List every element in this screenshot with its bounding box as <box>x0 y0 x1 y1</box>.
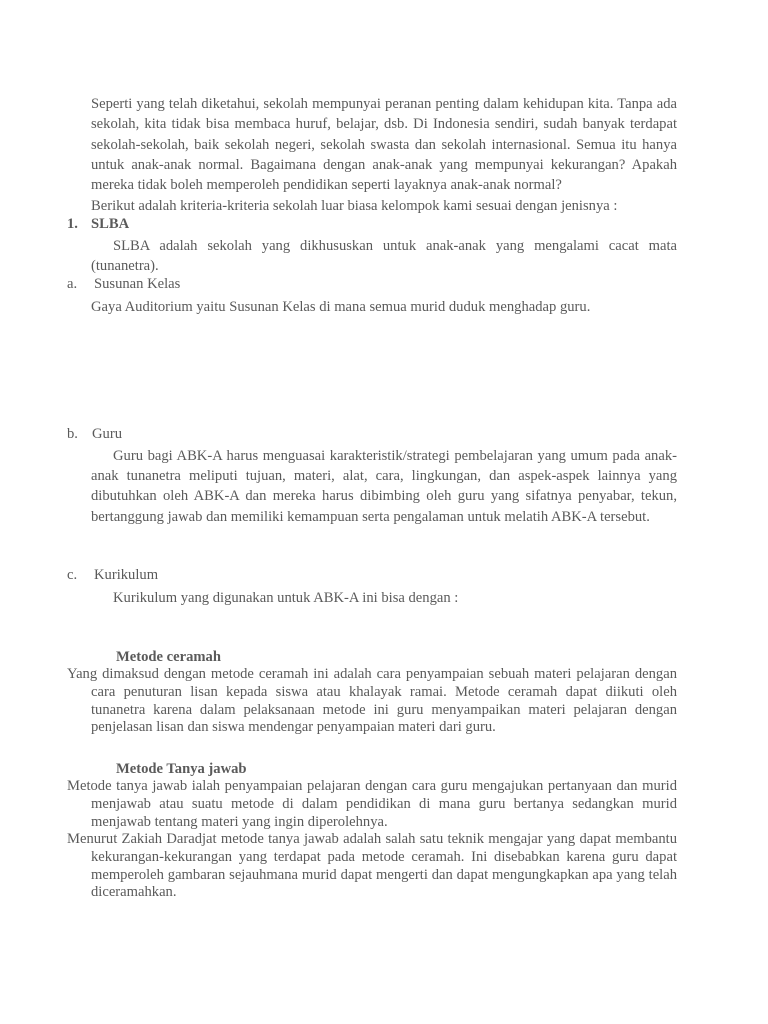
sub-a-title: Susunan Kelas <box>94 276 181 292</box>
section-1-text: SLBA adalah sekolah yang dikhususkan untuk anak-anak yang mengalami cacat mata (tunanetra). <box>91 238 677 274</box>
section-1-number: 1. <box>67 216 78 232</box>
metode-ceramah-title: Metode ceramah <box>116 649 221 665</box>
metode-tanya-jawab-text-2: Menurut Zakiah Daradjat metode tanya jawab adalah salah satu teknik mengajar yang dapat membantu kekurangan-kekurangan yang terdapat pada metode ceramah. Ini disebabkan karena guru dapat memperoleh gambaran sejauhmana murid dapat mengerti dan dapat mengungkapkan apa yang telah diceramahkan. <box>67 831 677 901</box>
sub-c-title: Kurikulum <box>94 567 159 583</box>
metode-tanya-jawab-title: Metode Tanya jawab <box>116 761 247 777</box>
sub-c-marker: c. <box>67 567 78 583</box>
sub-a-text: Gaya Auditorium yaitu Susunan Kelas di mana semua murid duduk menghadap guru. <box>91 299 591 315</box>
metode-ceramah-text: Yang dimaksud dengan metode ceramah ini adalah cara penyampaian sebuah materi pelajaran dengan cara penuturan lisan kepada siswa atau khalayak ramai. Metode ceramah dapat diikuti oleh tunanetra karena dalam pelaksanaan metode ini guru menyampaikan materi pelajaran dengan penjelasan lisan dan siswa mendengar penyampaian materi dari guru. <box>67 666 677 736</box>
sub-b-title: Guru <box>92 426 122 442</box>
sub-b-marker: b. <box>67 426 78 442</box>
intro-criteria: Berikut adalah kriteria-kriteria sekolah luar biasa kelompok kami sesuai dengan jenisnya : <box>91 198 618 214</box>
metode-tanya-jawab-text-1: Metode tanya jawab ialah penyampaian pelajaran dengan cara guru mengajukan pertanyaan dan murid menjawab atau suatu metode di dalam pendidikan di mana guru bertanya sedangkan murid menjawab tentang materi yang ingin diperolehnya. <box>67 778 677 830</box>
section-1-title: SLBA <box>91 216 130 232</box>
sub-b-text: Guru bagi ABK-A harus menguasai karakteristik/strategi pembelajaran yang umum pada anak-anak tunanetra meliputi tujuan, materi, alat, cara, lingkungan, dan aspek-aspek lainnya yang dibutuhkan oleh ABK-A dan mereka harus dibimbing oleh guru yang sifatnya penyabar, tekun, bertanggung jawab dan memiliki kemampuan serta pengalaman untuk melatih ABK-A tersebut. <box>91 448 677 525</box>
sub-c-text: Kurikulum yang digunakan untuk ABK-A ini bisa dengan : <box>113 590 459 606</box>
intro-paragraph: Seperti yang telah diketahui, sekolah mempunyai peranan penting dalam kehidupan kita. Tanpa ada sekolah, kita tidak bisa membaca huruf, belajar, dsb. Di Indonesia sendiri, sudah banyak terdapat sekolah-sekolah, baik sekolah negeri, sekolah swasta dan sekolah internasional. Semua itu hanya untuk anak-anak normal. Bagaimana dengan anak-anak yang mempunyai kekurangan? Apakah mereka tidak boleh memperoleh pendidikan seperti layaknya anak-anak normal? <box>91 96 677 194</box>
sub-a-marker: a. <box>67 276 78 292</box>
